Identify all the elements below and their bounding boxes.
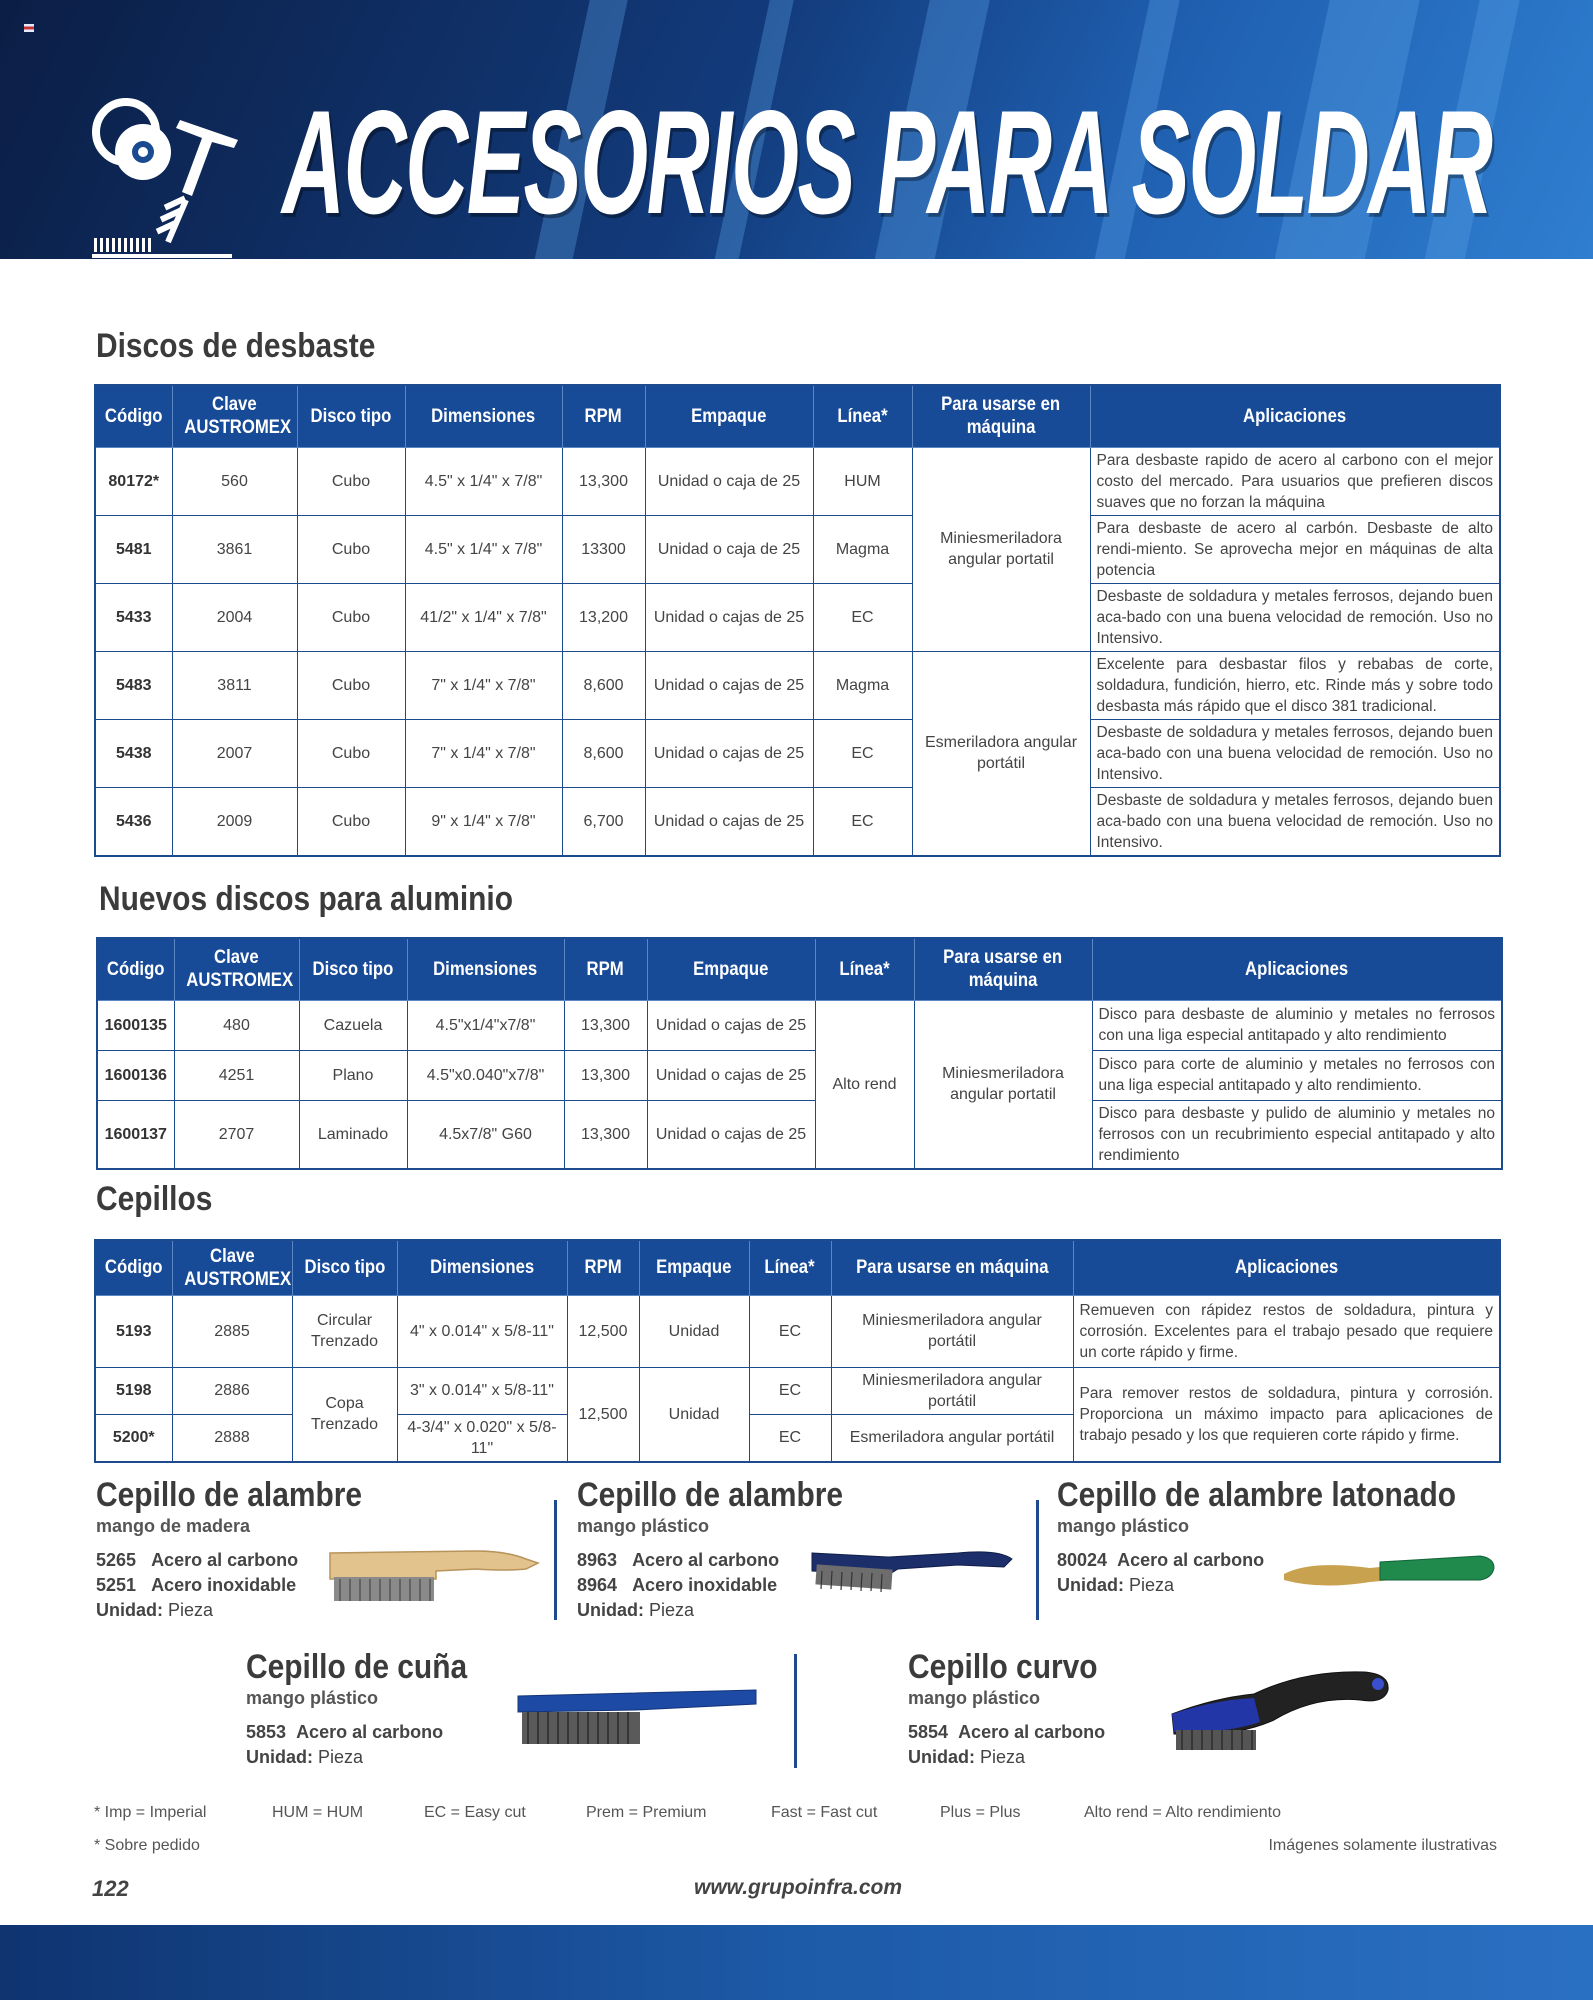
cell-clave: 2886 (172, 1367, 292, 1414)
cell-clave: 2707 (174, 1100, 299, 1169)
cell-rpm: 8,600 (562, 651, 645, 719)
cell-codigo: 5436 (95, 787, 172, 856)
cell-dim: 4" x 0.014" x 5/8-11" (397, 1295, 567, 1367)
cell-maquina: Miniesmeriladora angular portátil (831, 1367, 1073, 1414)
cell-clave: 2009 (172, 787, 297, 856)
cell-app: Excelente para desbastar filos y rebabas de corte, soldadura, fundición, hierro, etc. Rinde más y sobre todo desbasta más rápido que el disco 381 tradicional. (1090, 651, 1500, 719)
col-codigo: Código (97, 938, 174, 1000)
cell-app: Para desbaste rapido de acero al carbono con el mejor costo del mercado. Para usuarios que prefieren discos suaves que no forzan la máquina (1090, 447, 1500, 515)
table-row (97, 1000, 1502, 1050)
table-row (95, 515, 1500, 583)
cell-tipo: Circular Trenzado (292, 1295, 397, 1367)
product-plastic-wire-brush: Cepillo de alambre mango plástico 8963 Acero al carbono 8964 Acero inoxidable Unidad: Pieza (577, 1476, 879, 1623)
table-row (95, 1295, 1500, 1367)
wedge-brush-image (516, 1688, 760, 1750)
cell-app: Desbaste de soldadura y metales ferrosos, dejando buen aca-bado con una buena velocidad de remoción. Uso no Intensivo. (1090, 719, 1500, 787)
product-curved-brush: Cepillo curvo mango plástico 5854 Acero al carbono Unidad: Pieza (908, 1648, 1123, 1770)
grinding-disc-and-brush-icon (88, 92, 238, 259)
cell-rpm: 13,300 (564, 1000, 647, 1050)
cell-rpm: 8,600 (562, 719, 645, 787)
product-subtitle: mango plástico (908, 1688, 1041, 1708)
curved-brush-image (1164, 1664, 1394, 1758)
col-codigo: Código (95, 1240, 172, 1295)
section-title-discos: Discos de desbaste (96, 327, 376, 365)
table-row (95, 583, 1500, 651)
section-title-cepillos: Cepillos (96, 1180, 213, 1218)
cell-tipo: Cubo (297, 651, 405, 719)
cell-maquina: Esmeriladora angular portátil (831, 1414, 1073, 1462)
cell-rpm: 13,200 (562, 583, 645, 651)
cell-clave: 560 (172, 447, 297, 515)
cell-linea: EC (813, 719, 912, 787)
header-banner (0, 0, 1593, 259)
product-title: Cepillo de alambre (577, 1476, 844, 1514)
cell-dim: 41/2" x 1/4" x 7/8" (405, 583, 562, 651)
legend-alto: Alto rend = Alto rendimiento (1084, 1804, 1282, 1821)
cell-codigo: 5483 (95, 651, 172, 719)
cell-codigo: 1600135 (97, 1000, 174, 1050)
product-title: Cepillo curvo (908, 1648, 1098, 1686)
cell-dim: 7" x 1/4" x 7/8" (405, 651, 562, 719)
legend-ec: EC = Easy cut (424, 1804, 526, 1821)
cell-tipo: Copa Trenzado (292, 1367, 397, 1462)
page-title: ACCESORIOS PARA SOLDAR (282, 80, 1492, 246)
legend-pedido: * Sobre pedido (94, 1837, 200, 1854)
cell-linea: EC (813, 787, 912, 856)
col-aplicaciones: Aplicaciones (1092, 938, 1502, 1000)
cell-tipo: Laminado (299, 1100, 407, 1169)
legend-plus: Plus = Plus (940, 1804, 1021, 1821)
cell-maquina: Miniesmeriladora angular portátil (831, 1295, 1073, 1367)
col-rpm: RPM (562, 385, 645, 447)
cell-clave: 2888 (172, 1414, 292, 1462)
product-wedge-brush: Cepillo de cuña mango plástico 5853 Acero al carbono Unidad: Pieza (246, 1648, 497, 1770)
website-link[interactable]: www.grupoinfra.com (694, 1876, 903, 1899)
legend-fast: Fast = Fast cut (771, 1804, 878, 1821)
cell-linea: Alto rend (815, 1000, 914, 1169)
cell-tipo: Plano (299, 1050, 407, 1100)
cell-codigo: 5481 (95, 515, 172, 583)
cell-empaque: Unidad o cajas de 25 (645, 583, 813, 651)
cell-tipo: Cazuela (299, 1000, 407, 1050)
col-disco-tipo: Disco tipo (292, 1240, 397, 1295)
legend-hum: HUM = HUM (272, 1804, 364, 1821)
cell-codigo: 5193 (95, 1295, 172, 1367)
aluminio-table (96, 937, 1503, 1170)
cell-dim: 4.5" x 1/4" x 7/8" (405, 515, 562, 583)
cell-app: Remueven con rápidez restos de soldadura, pintura y corrosión. Excelentes para el trabajo pesado que requiere un corte rápido y firme. (1073, 1295, 1500, 1367)
cell-dim: 9" x 1/4" x 7/8" (405, 787, 562, 856)
plastic-wire-brush-image (808, 1545, 1018, 1595)
cell-clave: 3811 (172, 651, 297, 719)
cell-app: Disco para desbaste y pulido de aluminio y metales no ferrosos con un recubrimiento especial antitapado y alto rendimiento (1092, 1100, 1502, 1169)
product-subtitle: mango de madera (96, 1516, 251, 1536)
col-empaque: Empaque (645, 385, 813, 447)
cell-maquina: Esmeriladora angular portátil (912, 651, 1090, 856)
brass-wire-brush-image (1280, 1550, 1498, 1596)
footer-bar (0, 1925, 1593, 2000)
cell-empaque: Unidad (639, 1367, 749, 1462)
col-dimensiones: Dimensiones (407, 938, 564, 1000)
col-maquina: Para usarse en máquina (912, 385, 1090, 447)
divider (794, 1654, 797, 1768)
product-subtitle: mango plástico (577, 1516, 710, 1536)
cell-rpm: 13300 (562, 515, 645, 583)
cell-app: Desbaste de soldadura y metales ferrosos, dejando buen aca-bado con una buena velocidad de remoción. Uso no Intensivo. (1090, 583, 1500, 651)
cell-linea: EC (813, 583, 912, 651)
col-maquina: Para usarse en máquina (831, 1240, 1073, 1295)
cell-dim: 4.5" x 1/4" x 7/8" (405, 447, 562, 515)
col-rpm: RPM (567, 1240, 639, 1295)
cell-app: Para desbaste de acero al carbón. Desbaste de alto rendi-miento. Se aprovecha mejor en máquinas de alta potencia (1090, 515, 1500, 583)
cell-rpm: 12,500 (567, 1367, 639, 1462)
cepillos-table (94, 1239, 1501, 1463)
col-maquina: Para usarse en máquina (914, 938, 1092, 1000)
cell-empaque: Unidad o cajas de 25 (645, 719, 813, 787)
cell-clave: 2004 (172, 583, 297, 651)
col-clave: Clave AUSTROMEX (172, 1240, 292, 1295)
col-linea: Línea* (813, 385, 912, 447)
cell-tipo: Cubo (297, 447, 405, 515)
section-title-aluminio: Nuevos discos para aluminio (99, 880, 514, 918)
col-dimensiones: Dimensiones (405, 385, 562, 447)
cell-dim: 4.5"x0.040"x7/8" (407, 1050, 564, 1100)
col-disco-tipo: Disco tipo (297, 385, 405, 447)
cell-codigo: 5200* (95, 1414, 172, 1462)
cell-clave: 2885 (172, 1295, 292, 1367)
product-wood-wire-brush: Cepillo de alambre mango de madera 5265 Acero al carbono 5251 Acero inoxidable Unidad: Pieza (96, 1476, 398, 1623)
product-subtitle: mango plástico (1057, 1516, 1190, 1536)
cell-rpm: 13,300 (562, 447, 645, 515)
cell-dim: 4-3/4" x 0.020" x 5/8-11" (397, 1414, 567, 1462)
cell-maquina: Miniesmeriladora angular portatil (914, 1000, 1092, 1169)
cell-clave: 4251 (174, 1050, 299, 1100)
cell-codigo: 1600136 (97, 1050, 174, 1100)
cell-tipo: Cubo (297, 719, 405, 787)
legend-imagenes: Imágenes solamente ilustrativas (1268, 1837, 1497, 1854)
col-linea: Línea* (815, 938, 914, 1000)
cell-linea: Magma (813, 515, 912, 583)
cell-linea: Magma (813, 651, 912, 719)
cell-tipo: Cubo (297, 787, 405, 856)
cell-linea: EC (749, 1295, 831, 1367)
col-aplicaciones: Aplicaciones (1090, 385, 1500, 447)
cell-codigo: 1600137 (97, 1100, 174, 1169)
cell-dim: 7" x 1/4" x 7/8" (405, 719, 562, 787)
table-row (95, 787, 1500, 856)
table-row (97, 1050, 1502, 1100)
page-number: 122 (92, 1876, 129, 1901)
cell-tipo: Cubo (297, 583, 405, 651)
cell-empaque: Unidad o cajas de 25 (647, 1050, 815, 1100)
table-row (95, 651, 1500, 719)
cell-empaque: Unidad o cajas de 25 (645, 787, 813, 856)
col-empaque: Empaque (647, 938, 815, 1000)
table-row (95, 719, 1500, 787)
cell-app: Desbaste de soldadura y metales ferrosos, dejando buen aca-bado con una buena velocidad de remoción. Uso no Intensivo. (1090, 787, 1500, 856)
cell-app: Disco para corte de aluminio y metales no ferrosos con una liga especial antitapado y alto rendimiento. (1092, 1050, 1502, 1100)
cell-clave: 3861 (172, 515, 297, 583)
col-dimensiones: Dimensiones (397, 1240, 567, 1295)
cell-dim: 4.5"x1/4"x7/8" (407, 1000, 564, 1050)
divider (554, 1500, 557, 1620)
discos-table (94, 384, 1501, 857)
cell-linea: HUM (813, 447, 912, 515)
cell-empaque: Unidad o cajas de 25 (647, 1000, 815, 1050)
cell-maquina: Miniesmeriladora angular portatil (912, 447, 1090, 651)
product-title: Cepillo de alambre (96, 1476, 363, 1514)
cell-empaque: Unidad (639, 1295, 749, 1367)
cell-empaque: Unidad o cajas de 25 (645, 651, 813, 719)
cell-clave: 2007 (172, 719, 297, 787)
col-disco-tipo: Disco tipo (299, 938, 407, 1000)
cell-linea: EC (749, 1414, 831, 1462)
wood-wire-brush-image (326, 1545, 540, 1605)
cell-empaque: Unidad o caja de 25 (645, 515, 813, 583)
cell-app: Para remover restos de soldadura, pintura y corrosión. Proporciona un máximo impacto para aplicaciones de trabajo pesado y los que requieren corte rápido y firme. (1073, 1367, 1500, 1462)
cell-rpm: 6,700 (562, 787, 645, 856)
cell-codigo: 5438 (95, 719, 172, 787)
cell-empaque: Unidad o caja de 25 (645, 447, 813, 515)
table-row (95, 447, 1500, 515)
table-row (97, 1100, 1502, 1169)
cell-rpm: 13,300 (564, 1050, 647, 1100)
flag-icon (24, 24, 34, 32)
col-empaque: Empaque (639, 1240, 749, 1295)
col-linea: Línea* (749, 1240, 831, 1295)
cell-rpm: 13,300 (564, 1100, 647, 1169)
cell-codigo: 5433 (95, 583, 172, 651)
cell-rpm: 12,500 (567, 1295, 639, 1367)
divider (1036, 1500, 1039, 1620)
cell-dim: 3" x 0.014" x 5/8-11" (397, 1367, 567, 1414)
legend-prem: Prem = Premium (586, 1804, 707, 1821)
col-rpm: RPM (564, 938, 647, 1000)
cell-tipo: Cubo (297, 515, 405, 583)
table-row (95, 1367, 1500, 1414)
cell-clave: 480 (174, 1000, 299, 1050)
product-title: Cepillo de cuña (246, 1648, 468, 1686)
product-title: Cepillo de alambre latonado (1057, 1476, 1457, 1514)
col-clave: Clave AUSTROMEX (174, 938, 299, 1000)
product-subtitle: mango plástico (246, 1688, 379, 1708)
cell-codigo: 5198 (95, 1367, 172, 1414)
col-clave: Clave AUSTROMEX (172, 385, 297, 447)
product-brass-wire-brush: Cepillo de alambre latonado mango plástico 80024 Acero al carbono Unidad: Pieza (1057, 1476, 1510, 1598)
col-aplicaciones: Aplicaciones (1073, 1240, 1500, 1295)
cell-dim: 4.5x7/8" G60 (407, 1100, 564, 1169)
cell-codigo: 80172* (95, 447, 172, 515)
cell-empaque: Unidad o cajas de 25 (647, 1100, 815, 1169)
cell-linea: EC (749, 1367, 831, 1414)
col-codigo: Código (95, 385, 172, 447)
legend-imp: * Imp = Imperial (94, 1804, 207, 1821)
cell-app: Disco para desbaste de aluminio y metales no ferrosos con una liga especial antitapado y alto rendimiento (1092, 1000, 1502, 1050)
